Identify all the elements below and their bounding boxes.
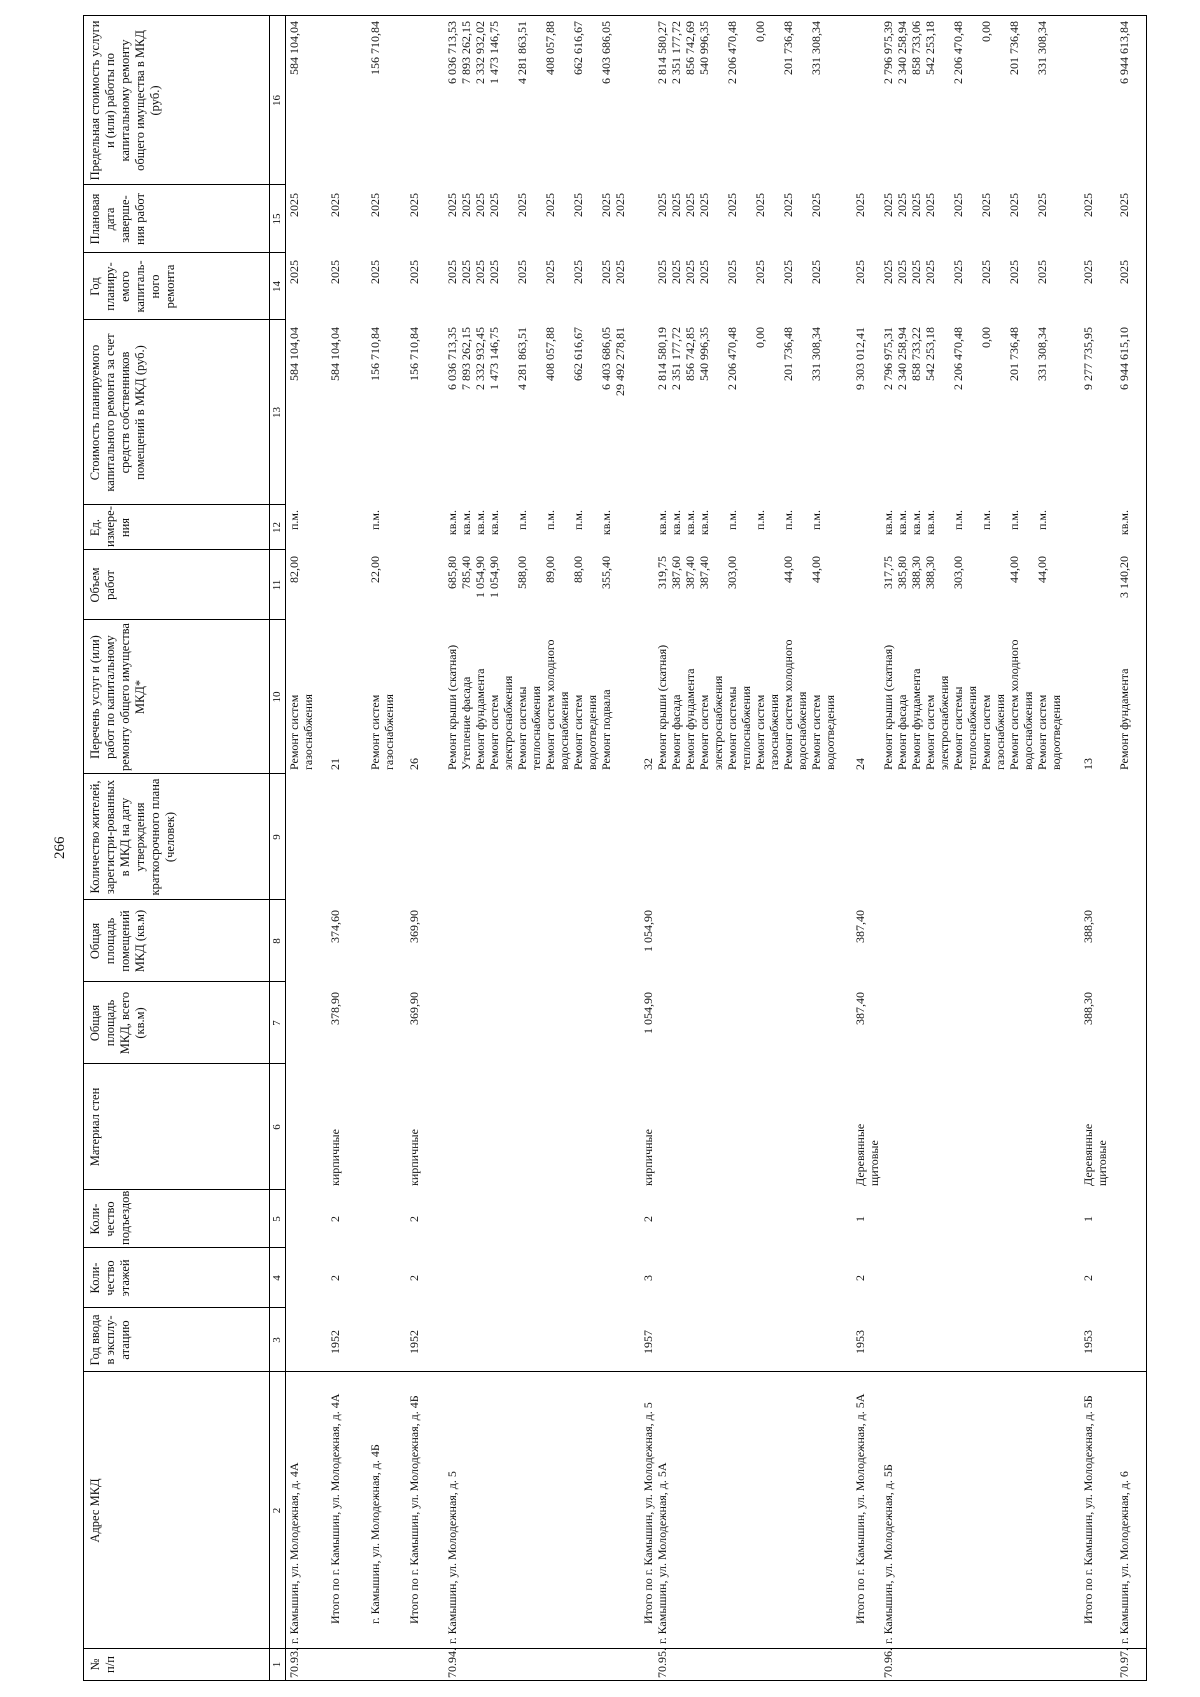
end-date: 2025 xyxy=(368,193,382,217)
header-cell: Год планиру-емого капиталь-ного ремонта xyxy=(88,260,177,313)
cost: 9 277 735,95 xyxy=(1081,327,1095,390)
year: 2025 xyxy=(407,260,421,284)
column-number: 14 xyxy=(271,281,283,292)
column-number: 2 xyxy=(271,1507,283,1514)
address: г. Камышин, ул. Молодежная, д. 5 xyxy=(445,1471,459,1644)
year: 2025 xyxy=(1081,260,1095,284)
year: 2025 xyxy=(1117,260,1131,284)
total-area: 388,30 xyxy=(1081,992,1095,1025)
cost: 584 104,04 xyxy=(287,327,301,381)
column-number: 11 xyxy=(271,579,283,591)
residents: 24 xyxy=(853,758,867,770)
unit: кв.м. xyxy=(1117,510,1131,536)
year: 2025 xyxy=(368,260,382,284)
end-date: 2025 2025 2025 2025 2025 2025 2025 2025 xyxy=(881,193,1049,217)
cost: 6 944 615,10 xyxy=(1117,327,1131,390)
rooms-area: 369,90 xyxy=(407,910,421,943)
header-cell: Год ввода в эксплу-атацию xyxy=(88,1314,132,1366)
header-cell: Коли-чество подъездов xyxy=(88,1190,132,1245)
header-cell: № п/п xyxy=(88,1656,117,1673)
wall-material: кирпичные xyxy=(328,1129,342,1186)
entrances: 1 xyxy=(1081,1216,1095,1222)
residents: 21 xyxy=(328,758,342,770)
wall-material: кирпичные xyxy=(407,1129,421,1186)
address: г. Камышин, ул. Молодежная, д. 4Б xyxy=(368,1444,382,1624)
wall-material: Деревянные щитовые xyxy=(1081,1123,1109,1186)
rooms-area: 387,40 xyxy=(853,910,867,943)
unit: кв.м. кв.м. кв.м. кв.м. п.м. п.м. п.м. кв.м. xyxy=(445,510,613,536)
work-list: Ремонт крыши (скатная) Утепление фасада Ремонт фундамента Ремонт систем электроснабжения Ремонт системы теплоснабжения Ремонт систем холодного водоснабжения Ремонт систем водоотведения Ремонт подвала xyxy=(445,639,613,770)
volume: 319,75 387,60 387,40 387,40 303,00 44,00 44,00 xyxy=(655,556,823,589)
limit-cost: 2 814 580,27 2 351 177,72 856 742,69 540 996,35 2 206 470,48 0,00 201 736,48 331 308,34 xyxy=(655,21,823,84)
end-date: 2025 2025 2025 2025 2025 2025 2025 2025 2025 xyxy=(445,193,627,217)
residents: 26 xyxy=(407,758,421,770)
header-cell: Адрес МКД xyxy=(88,1478,102,1543)
column-number: 6 xyxy=(271,1124,283,1130)
limit-cost: 156 710,84 xyxy=(368,21,382,75)
end-date: 2025 xyxy=(287,193,301,217)
entrances: 2 xyxy=(328,1216,342,1222)
column-number: 12 xyxy=(271,522,283,533)
column-number: 15 xyxy=(271,213,283,225)
entrances: 2 xyxy=(641,1216,655,1222)
column-number: 10 xyxy=(271,691,283,703)
end-date: 2025 xyxy=(328,193,342,217)
address: г. Камышин, ул. Молодежная, д. 5Б xyxy=(881,1464,895,1644)
row-number: 70.93. xyxy=(287,1648,301,1678)
address: г. Камышин, ул. Молодежная, д. 6 xyxy=(1117,1471,1131,1644)
limit-cost: 584 104,04 xyxy=(287,21,301,75)
total-area: 1 054,90 xyxy=(641,992,655,1034)
volume: 685,80 785,40 1 054,90 1 054,90 588,00 89,00 88,00 355,40 xyxy=(445,556,613,598)
header-cell: Количество жителей, зарегистри-рованных в МКД на дату утверждения краткосрочного плана (человек) xyxy=(88,778,177,896)
header-cell: Ед. измере-ния xyxy=(88,506,132,547)
floors: 2 xyxy=(328,1275,342,1281)
volume: 22,00 xyxy=(368,556,382,583)
total-address: Итого по г. Камышин, ул. Молодежная, д. 4А xyxy=(328,1393,342,1624)
cost: 2 796 975,31 2 340 258,94 858 733,22 542 253,18 2 206 470,48 0,00 201 736,48 331 308,34 xyxy=(881,327,1049,390)
volume: 317,75 385,80 388,30 388,30 303,00 44,00 44,00 xyxy=(881,556,1049,589)
year: 2025 2025 2025 2025 2025 2025 2025 2025 xyxy=(881,260,1049,284)
capital-repair-table xyxy=(83,15,1147,1681)
build-year: 1953 xyxy=(853,1330,867,1354)
unit: п.м. xyxy=(368,510,382,531)
header-cell: Плановая дата заверше-ния работ xyxy=(88,193,147,245)
end-date: 2025 xyxy=(407,193,421,217)
wall-material: Деревянные щитовые xyxy=(853,1123,881,1186)
total-address: Итого по г. Камышин, ул. Молодежная, д. 4Б xyxy=(407,1395,421,1624)
table-body xyxy=(285,16,1146,1680)
row-number: 70.94. xyxy=(445,1648,459,1678)
entrances: 1 xyxy=(853,1216,867,1222)
header-cell: Материал стен xyxy=(88,1087,102,1167)
floors: 3 xyxy=(641,1275,655,1281)
limit-cost: 6 036 713,53 7 893 262,15 2 332 932,02 1 473 146,75 4 281 863,51 408 057,88 662 616,67 6 403 686,05 xyxy=(445,21,613,84)
header-cell: Объем работ xyxy=(88,567,117,603)
build-year: 1953 xyxy=(1081,1330,1095,1354)
column-number: 7 xyxy=(271,1020,283,1026)
total-address: Итого по г. Камышин, ул. Молодежная, д. 5 xyxy=(641,1402,655,1624)
header-cell: Перечень услуг и (или) работ по капитальному ремонту общего имущества МКД* xyxy=(88,623,147,771)
build-year: 1952 xyxy=(407,1330,421,1354)
year: 2025 xyxy=(328,260,342,284)
row-number: 70.96. xyxy=(881,1648,895,1678)
column-number: 1 xyxy=(271,1661,283,1668)
column-numbers-row xyxy=(269,16,286,1680)
volume: 3 140,20 xyxy=(1117,556,1131,598)
work-list: Ремонт фундамента xyxy=(1117,668,1131,770)
column-number: 3 xyxy=(271,1337,283,1343)
cost: 156 710,84 xyxy=(368,327,382,381)
end-date: 2025 xyxy=(1081,193,1095,217)
limit-cost: 6 944 613,84 xyxy=(1117,21,1131,84)
total-area: 387,40 xyxy=(853,992,867,1025)
build-year: 1957 xyxy=(641,1330,655,1354)
unit: кв.м. кв.м. кв.м. кв.м. п.м. п.м. п.м. п.м. xyxy=(655,510,823,536)
year: 2025 xyxy=(853,260,867,284)
header-cell: Коли-чество этажей xyxy=(88,1259,132,1297)
end-date: 2025 xyxy=(853,193,867,217)
volume: 82,00 xyxy=(287,556,301,583)
total-area: 369,90 xyxy=(407,992,421,1025)
work-list: Ремонт крыши (скатная) Ремонт фасада Ремонт фундамента Ремонт систем электроснабжения Ремонт системы теплоснабжения Ремонт систем газоснабжения Ремонт систем холодного водоснабжения Ремонт систем водоотведения xyxy=(881,639,1063,770)
cost: 2 814 580,19 2 351 177,72 856 742,85 540 996,35 2 206 470,48 0,00 201 736,48 331 308,34 xyxy=(655,327,823,390)
floors: 2 xyxy=(1081,1275,1095,1281)
year: 2025 xyxy=(287,260,301,284)
end-date: 2025 2025 2025 2025 2025 2025 2025 2025 xyxy=(655,193,823,217)
cost: 6 036 713,35 7 893 262,15 2 332 932,45 1 473 146,75 4 281 863,51 408 057,88 662 616,67 6 403 686,05 29 492 278,81 xyxy=(445,327,627,396)
header-cell: Общая площадь помещений МКД (кв.м) xyxy=(88,909,147,973)
end-date: 2025 xyxy=(1117,193,1131,217)
address: г. Камышин, ул. Молодежная, д. 5А xyxy=(655,1462,669,1644)
year: 2025 2025 2025 2025 2025 2025 2025 2025 2025 xyxy=(445,260,627,284)
column-number: 4 xyxy=(271,1275,283,1281)
work-list: Ремонт систем газоснабжения xyxy=(287,694,315,770)
build-year: 1952 xyxy=(328,1330,342,1354)
column-number: 5 xyxy=(271,1216,283,1222)
unit: п.м. xyxy=(287,510,301,531)
header-cell: Предельная стоимость услуги и (или) работы по капитальному ремонту общего имущества в МКД (руб.) xyxy=(88,20,162,181)
rooms-area: 1 054,90 xyxy=(641,910,655,952)
total-address: Итого по г. Камышин, ул. Молодежная, д. 5Б xyxy=(1081,1395,1095,1624)
column-number: 9 xyxy=(271,834,283,840)
page-number: 266 xyxy=(52,836,68,859)
cost: 156 710,84 xyxy=(407,327,421,381)
year: 2025 2025 2025 2025 2025 2025 2025 2025 xyxy=(655,260,823,284)
table-header xyxy=(84,16,270,1680)
column-number: 8 xyxy=(271,938,283,944)
rooms-area: 374,60 xyxy=(328,910,342,943)
address: г. Камышин, ул. Молодежная, д. 4А xyxy=(287,1462,301,1644)
column-number: 16 xyxy=(271,95,283,106)
row-number: 70.95. xyxy=(655,1648,669,1678)
row-number: 70.97. xyxy=(1117,1648,1131,1678)
rooms-area: 388,30 xyxy=(1081,910,1095,943)
header-cell: Стоимость планируемого капитального ремонта за счет средств собственников помещений в МКД (руб.) xyxy=(88,333,147,492)
entrances: 2 xyxy=(407,1216,421,1222)
unit: кв.м. кв.м. кв.м. кв.м. п.м. п.м. п.м. п.м. xyxy=(881,510,1049,536)
floors: 2 xyxy=(853,1275,867,1281)
limit-cost: 2 796 975,39 2 340 258,94 858 733,06 542 253,18 2 206 470,48 0,00 201 736,48 331 308,34 xyxy=(881,21,1049,84)
work-list: Ремонт систем газоснабжения xyxy=(368,694,396,770)
wall-material: кирпичные xyxy=(641,1129,655,1186)
residents: 32 xyxy=(641,758,655,770)
work-list: Ремонт крыши (скатная) Ремонт фасада Ремонт фундамента Ремонт систем электроснабжения Ремонт системы теплоснабжения Ремонт систем газоснабжения Ремонт систем холодного водоснабжения Ремонт систем водоотведения xyxy=(655,639,837,770)
floors: 2 xyxy=(407,1275,421,1281)
residents: 13 xyxy=(1081,758,1095,770)
cost: 584 104,04 xyxy=(328,327,342,381)
column-number: 13 xyxy=(271,407,283,418)
header-cell: Общая площадь МКД, всего (кв.м) xyxy=(88,991,147,1055)
total-address: Итого по г. Камышин, ул. Молодежная, д. 5А xyxy=(853,1393,867,1624)
cost: 9 303 012,41 xyxy=(853,327,867,390)
total-area: 378,90 xyxy=(328,992,342,1025)
